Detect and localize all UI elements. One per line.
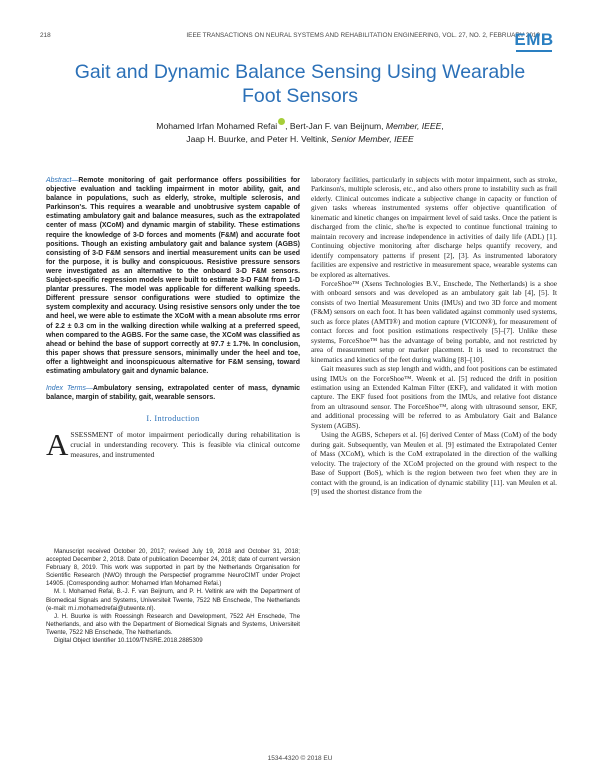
left-column: [46, 176, 300, 460]
journal-line: IEEE TRANSACTIONS ON NEURAL SYSTEMS AND REHABILITATION ENGINEERING, VOL. 27, NO. 2, FEBRUARY 2019: [186, 32, 540, 39]
paper-title: Gait and Dynamic Balance Sensing Using Wearable Foot Sensors: [74, 61, 526, 107]
emb-logo-underline: [516, 50, 552, 52]
emb-logo-text: EMB: [514, 30, 554, 49]
right-column: [311, 176, 557, 497]
index-terms: Index Terms—Ambulatory sensing, extrapolated center of mass, dynamic balance, margin of stability, gait, wearable sensors.: [46, 385, 300, 402]
index-terms-label: Index Terms: [46, 385, 86, 393]
footnote-affiliation-2: J. H. Buurke is with Roessingh Research and Development, 7522 AH Enschede, The Netherlands, and also with the Department of Biomedical Signals and Systems, Universiteit Twente, 7522 NB Enschede, The Netherlands.: [46, 612, 300, 636]
footnote-affiliation-1: M. I. Mohamed Refai, B.-J. F. van Beijnum, and P. H. Veltink are with the Department of Biomedical Signals and Systems, Universiteit Twente, 7522 NB Enschede, The Netherlands (e-mail: m.i.mohamedrefai@utwente.nl).: [46, 588, 300, 612]
running-header: [40, 32, 540, 44]
first-author: Mohamed Irfan Mohamed Refai: [156, 121, 278, 131]
index-terms-text: Ambulatory sensing, extrapolated center of mass, dynamic balance, margin of stability, gait, wearable sensors.: [46, 385, 300, 402]
intro-paragraph: ASSESSMENT of motor impairment periodically during rehabilitation is crucial in understanding recovery. This is feasible via clinical outcome measures, and instrumented: [46, 426, 300, 462]
body-paragraph: ForceShoe™ (Xsens Technologies B.V., Enschede, The Netherlands) is a shoe with onboard sensors and was developed as an ambulatory gait lab [4], [5]. It consists of two Inertial Measurement Units (IMUs) and two 3D force and moment (F&M) sensors on each foot. It has been validated against commonly used systems, such as force plates (AMTI®) and motion capture (VICON®), for measurement of contact forces and foot position estimations respectively [5]–[7]. Unlike these systems, ForceShoe™ has the advantage of being portable, and not restricted by area of measurement setup or marker placement. It is used to reconstruct the kinematics and kinetics of the feet during walking [8]–[10].: [311, 279, 557, 364]
body-paragraph: Using the AGBS, Schepers et al. [6] derived Center of Mass (CoM) of the body during gait. Subsequently, van Meulen et al. [9] estimated the Extrapolated Center of Mass (XCoM), which is the CoM extrapolated in the direction of the walking velocity. The trajectory of the XCoM projected on the ground with respect to the Base of Support (BoS), which is the region between two feet when they are in contact with the ground, is an indication of dynamic stability [11]. van Meulen et al. [9] used the shortest distance from the: [311, 431, 557, 496]
body-paragraph: Gait measures such as step length and width, and foot positions can be estimated using IMUs on the ForceShoe™. Weenk et al. [5] reduced the drift in position estimation using an Extended Kalman Filter (EKF), and validated it with motion capture. The EKF fused foot positions from the IMUs, and relative foot distance from an ultrasound sensor. The ForceShoe™, along with ultrasound sensor, EKF, and additional processing will be referred to as Ambulatory Gait and Balance System (AGBS).: [311, 365, 557, 430]
copyright-footer: 1534-4320 © 2018 EU: [267, 755, 333, 762]
author-line-2: Jaap H. Buurke, and Peter H. Veltink, Senior Member, IEEE: [186, 134, 414, 144]
author-line-1: Mohamed Irfan Mohamed Refai , Bert-Jan F. van Beijnum, Member, IEEE,: [60, 118, 540, 133]
footnote-manuscript: Manuscript received October 20, 2017; revised July 19, 2018 and October 31, 2018; accepted December 2, 2018. Date of publication December 24, 2018; date of current version February 8, 2019. This work was supported in part by the Netherlands Organisation for Scientific Research (NWO) through the Perspectief programme NeuroCIMT under Project 14905. (Corresponding author: Mohamed Irfan Mohamed Refai.): [46, 548, 300, 588]
abstract: Abstract—Remote monitoring of gait performance offers possibilities for objective evaluation and tackling impairment in motor ability, gait, and balance in populations, such as elderly, stroke, multiple sclerosis, and Parkinson's. This requires a wearable and unobtrusive system capable of estimating ambulatory gait and balance measures, such as the extrapolated center of mass (XCoM) and dynamic margin of stability. These estimations require the knowledge of 3-D forces and moments (F&M) and accurate foot positions. Though an existing ambulatory gait and balance system (AGBS) consisting of 3-D F&M sensors and inertial measurement units can be used for the purpose, it is bulky and conspicuous. Resistive pressure sensors were investigated as an alternative to the onboard 3-D F&M sensors. Subject-specific regression models were built to estimate 3-D F&M from 1-D plantar pressures. The model was applicable for different walking speeds. Different pressure sensor configurations were studied to optimize the system complexity and accuracy. Using resistive sensors only under the toe and heel, we were able to estimate the XCoM with a mean absolute rms error of 2.2 ± 0.3 cm in the walking direction while walking at a preferred speed, when compared to the AGBS. For the same case, the XCoM was classified as ahead or behind the base of support correctly at 97.7 ± 1.7%. In conclusion, this paper shows that pressure sensors, minimally under the heel and toe, offer a lightweight and inconspicuous alternative for F&M sensing, toward estimating ambulatory gait and dynamic balance.: [46, 177, 300, 375]
page-number: 218: [40, 32, 51, 39]
footnote-doi: Digital Object Identifier 10.1109/TNSRE.2018.2885309: [54, 637, 203, 645]
footnotes: [46, 548, 300, 645]
body-paragraph: laboratory facilities, particularly in subjects with motor impairment, such as stroke, Parkinson's, multiple sclerosis, etc., and also others prone to instability such as frail elderly. Clinical outcomes indicate a subjective change in capacity or function of given tasks whereas instrumented systems offer objective quantification of kinematic and kinetic changes on impairment level of said tasks. Once the patient is discharged from the clinic, she/he is expected to continue functional training to maintain recovery and increase independence in activities of daily life (ADL) [1]. Continuing objective monitoring after discharge helps quantify recovery, and identify compensatory patterns if present [2], [3]. As instrumented laboratory facilities are expensive and restrictive in measurement space, wearable systems can be explored as alternatives.: [311, 176, 557, 279]
abstract-text: Remote monitoring of gait performance offers possibilities for objective evaluation and tackling impairment in motor ability, gait, and balance in populations, such as elderly, stroke, multiple sclerosis, and Parkinson's. This requires a wearable and unobtrusive system capable of estimating ambulatory gait and balance measures, such as the extrapolated center of mass (XCoM) and dynamic margin of stability. These estimations require the knowledge of 3-D forces and moments (F&M) and accurate foot positions. Though an existing ambulatory gait and balance system (AGBS) consisting of 3-D F&M sensors and inertial measurement units can be used for the purpose, it is bulky and conspicuous. Resistive pressure sensors were investigated as an alternative to the onboard 3-D F&M sensors. Subject-specific regression models were built to estimate 3-D F&M from 1-D plantar pressures. The model was applicable for different walking speeds. Different pressure sensor configurations were studied to optimize the system complexity and accuracy. Using resistive sensors only under the toe and heel, we were able to estimate the XCoM with a mean absolute rms error of 2.2 ± 0.3 cm in the walking direction while walking at a preferred speed, when compared to the AGBS. For the same case, the XCoM was classified as ahead or behind the base of support correctly at 97.7 ± 1.7%. In conclusion, this paper shows that pressure sensors, minimally under the heel and toe, offer a lightweight and inconspicuous alternative for F&M sensing, toward estimating ambulatory gait and dynamic balance.: [46, 177, 300, 375]
drop-cap: A: [46, 426, 69, 462]
emb-logo: [512, 31, 556, 53]
author-block: [60, 118, 540, 146]
section-heading-introduction: I. Introduction: [146, 414, 200, 424]
abstract-label: Abstract: [46, 177, 72, 184]
